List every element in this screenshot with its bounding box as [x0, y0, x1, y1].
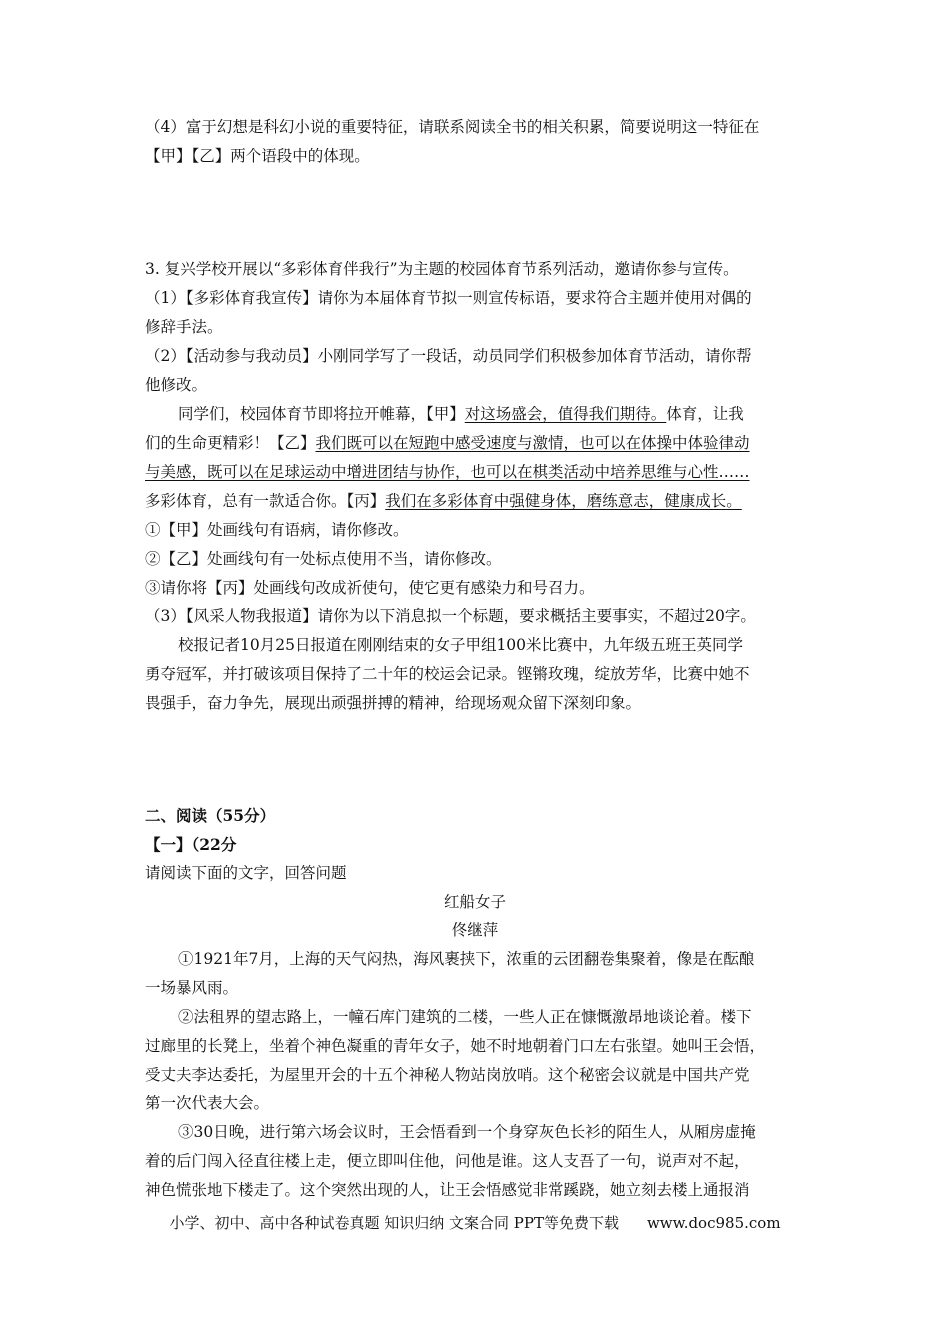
q3-paragraph-line-3: [145, 461, 750, 483]
article-p3-line-2: 着的后门闯入径直往楼上走，便立即叫住他，问他是谁。这人支吾了一句，说声对不起，: [145, 1152, 750, 1170]
article-author: 佟继萍: [451, 921, 499, 939]
reading-instruction: 请阅读下面的文字，回答问题: [145, 864, 347, 882]
article-p1-line-1: ①1921年7月，上海的天气闷热，海风裹挟下，浓重的云团翻卷集聚着，像是在酝酿: [178, 950, 755, 968]
q4-line-1: （4）富于幻想是科幻小说的重要特征，请联系阅读全书的相关积累，简要说明这一特征在: [145, 118, 760, 136]
q3-sub-2: ②【乙】处画线句有一处标点使用不当，请你修改。: [145, 550, 502, 568]
q3-sub-1: ①【甲】处画线句有语病，请你修改。: [145, 521, 409, 539]
article-p2-line-4: 第一次代表大会。: [145, 1094, 270, 1112]
underlined-sentence-jia: 对这场盛会，值得我们期待。: [464, 405, 667, 423]
q4-line-2: 【甲】【乙】两个语段中的体现。: [145, 147, 370, 165]
q3-part1-line-1: （1）【多彩体育我宣传】请你为本届体育节拟一则宣传标语，要求符合主题并使用对偶的: [145, 289, 752, 307]
underlined-sentence-bing: 我们在多彩体育中强健身体，磨练意志，健康成长。: [385, 492, 742, 510]
q3-part2-line-1: （2）【活动参与我动员】小刚同学写了一段话，动员同学们积极参加体育节活动，请你帮: [145, 347, 752, 365]
article-title: 红船女子: [443, 893, 506, 911]
q3-intro: 3. 复兴学校开展以“多彩体育伴我行”为主题的校园体育节系列活动，邀请你参与宣传。: [145, 260, 739, 278]
article-p3-line-3: 神色慌张地下楼走了。这个突然出现的人，让王会悟感觉非常蹊跷，她立刻去楼上通报消: [145, 1181, 750, 1199]
article-p2-line-3: 受丈夫李达委托，为屋里开会的十五个神秘人物站岗放哨。这个秘密会议就是中国共产党: [145, 1066, 750, 1084]
q3-part1-line-2: 修辞手法。: [145, 318, 223, 336]
q3-part3: （3）【风采人物我报道】请你为以下消息拟一个标题，要求概括主要事实，不超过20字。: [145, 607, 756, 625]
para-text: 体育，让我: [666, 405, 744, 423]
q3-paragraph-line-1: [178, 403, 744, 425]
para-text: 同学们，校园体育节即将拉开帷幕，【甲】: [178, 405, 465, 423]
underlined-sentence-yi-cont: 与美感，既可以在足球运动中增进团结与协作，也可以在棋类活动中培养思维与心性……: [145, 463, 750, 481]
article-p2-line-2: 过廊里的长凳上，坐着个神色凝重的青年女子，她不时地朝着门口左右张望。她叫王会悟，: [145, 1037, 766, 1055]
subsection-heading: 【一】（22分: [145, 835, 237, 854]
news-line-1: 校报记者10月25日报道在刚刚结束的女子甲组100米比赛中，九年级五班王英同学: [178, 636, 744, 654]
article-p3-line-1: ③30日晚，进行第六场会议时，王会悟看到一个身穿灰色长衫的陌生人，从厢房虚掩: [178, 1123, 756, 1141]
section-heading: 二、阅读（55分）: [145, 806, 276, 825]
article-p1-line-2: 一场暴风雨。: [145, 979, 239, 997]
q3-part2-line-2: 他修改。: [145, 376, 208, 394]
q3-sub-3: ③请你将【丙】处画线句改成祈使句，使它更有感染力和号召力。: [145, 579, 595, 597]
footer-site-link[interactable]: www.doc985.com: [646, 1214, 781, 1232]
q3-paragraph-line-2: [145, 432, 750, 454]
article-p2-line-1: ②法租界的望志路上，一幢石库门建筑的二楼，一些人正在慷慨激昂地谈论着。楼下: [178, 1008, 752, 1026]
news-line-2: 勇夺冠军，并打破该项目保持了二十年的校运会记录。铿锵玫瑰，绽放芳华，比赛中她不: [145, 665, 750, 683]
page-footer: [0, 1212, 950, 1233]
underlined-sentence-yi: 我们既可以在短跑中感受速度与激情，也可以在体操中体验律动: [315, 434, 750, 452]
q3-paragraph-line-4: [145, 490, 742, 512]
para-text: 们的生命更精彩！【乙】: [145, 434, 316, 452]
footer-text: 小学、初中、高中各种试卷真题 知识归纳 文案合同 PPT等免费下载: [169, 1214, 619, 1232]
news-line-3: 畏强手，奋力争先，展现出顽强拼搏的精神，给现场观众留下深刻印象。: [145, 694, 642, 712]
para-text: 多彩体育，总有一款适合你。【丙】: [145, 492, 386, 510]
